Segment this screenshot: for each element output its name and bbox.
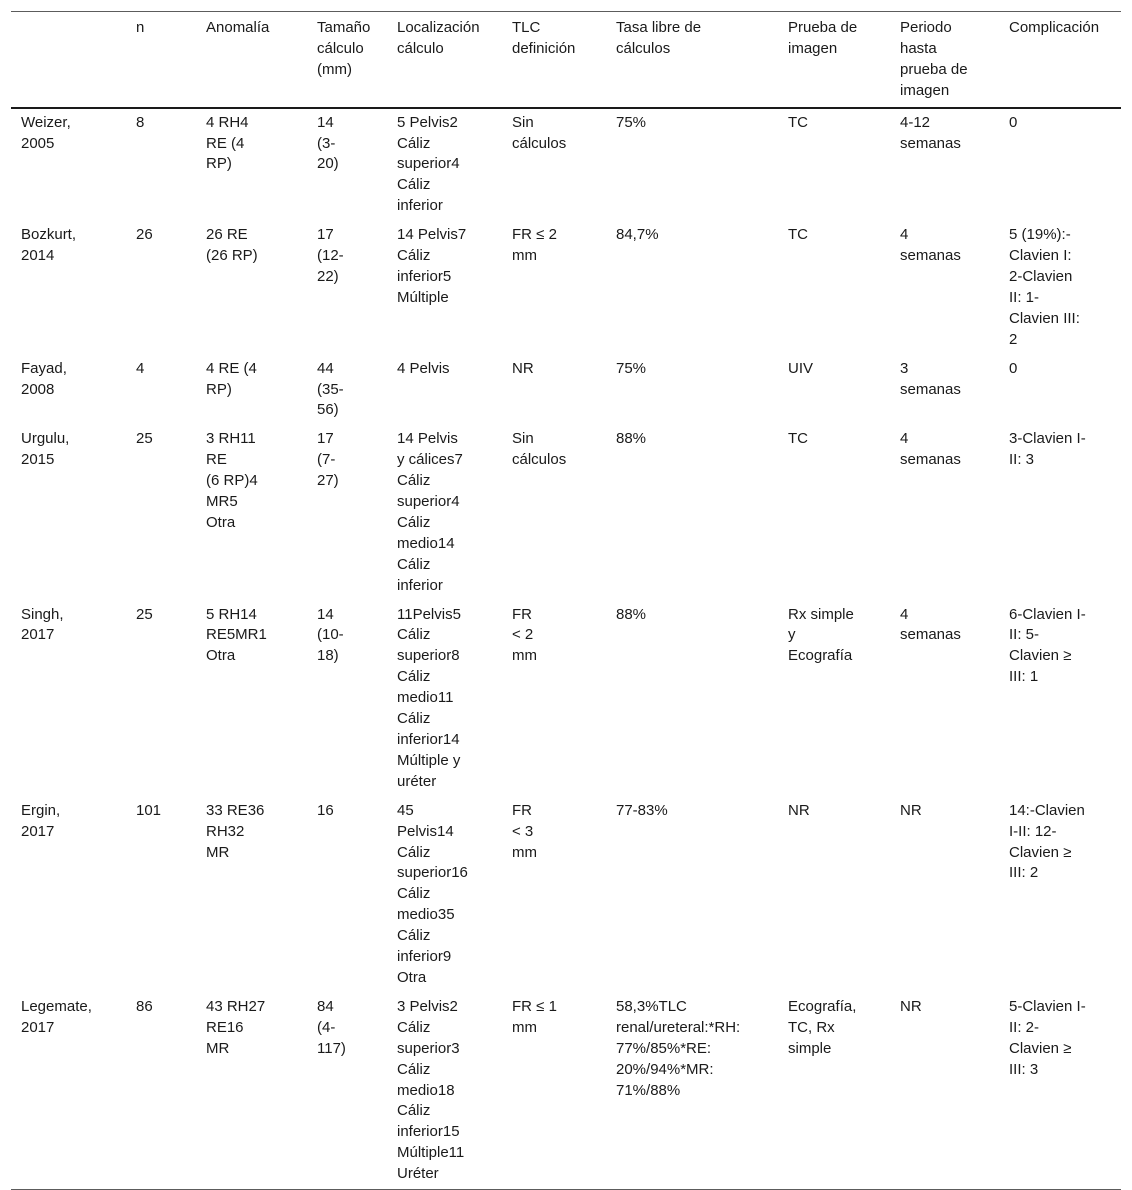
cell-tamano: 44 (35- 56): [317, 359, 344, 419]
cell-localizacion: 45 Pelvis14 Cáliz superior16 Cáliz medio35 Cáliz inferior9 Otra: [397, 801, 468, 986]
cell-study: Urgulu, 2015: [21, 430, 70, 469]
cell-prueba-imagen: Rx simple y Ecografía: [788, 605, 854, 665]
cell-tamano: 16: [317, 801, 334, 819]
cell-prueba-imagen: TC: [788, 430, 808, 448]
cell-study: Ergin, 2017: [21, 801, 61, 840]
table-row: [11, 425, 1121, 600]
cell-periodo: 4 semanas: [900, 226, 961, 265]
cell-tasa-libre: 84,7%: [616, 226, 659, 244]
table-row: [11, 993, 1121, 1190]
cell-tasa-libre: 75%: [616, 359, 647, 377]
cell-anomalia: 4 RE (4 RP): [206, 359, 257, 398]
cell-n: 4: [136, 359, 145, 377]
cell-tasa-libre: 88%: [616, 430, 647, 448]
cell-prueba-imagen: TC: [788, 113, 808, 131]
cell-prueba-imagen: TC: [788, 226, 808, 244]
cell-study: Legemate, 2017: [21, 997, 92, 1036]
cell-study: Singh, 2017: [21, 605, 64, 644]
cell-complicacion: 3-Clavien I- II: 3: [1009, 430, 1086, 469]
header-tamano-calculo: Tamaño cálculo (mm): [317, 19, 371, 78]
cell-n: 8: [136, 113, 145, 131]
cell-periodo: 3 semanas: [900, 359, 961, 398]
cell-periodo: 4-12 semanas: [900, 113, 961, 152]
cell-prueba-imagen: Ecografía, TC, Rx simple: [788, 997, 857, 1057]
table-row: [11, 108, 1121, 222]
header-localizacion-calculo: Localización cálculo: [397, 19, 480, 57]
table-row: [11, 797, 1121, 993]
cell-n: 86: [136, 997, 153, 1015]
cell-complicacion: 0: [1009, 359, 1018, 377]
cell-periodo: 4 semanas: [900, 430, 961, 469]
cell-tlc-definicion: FR < 2 mm: [512, 605, 537, 665]
cell-complicacion: 0: [1009, 113, 1018, 131]
header-row: [11, 12, 1121, 108]
cell-tlc-definicion: Sin cálculos: [512, 430, 567, 469]
cell-tamano: 14 (10- 18): [317, 605, 344, 665]
cell-localizacion: 14 Pelvis y cálices7 Cáliz superior4 Cáliz medio14 Cáliz inferior: [397, 430, 463, 594]
cell-tasa-libre: 58,3%TLC renal/ureteral:*RH: 77%/85%*RE: 20%/94%*MR: 71%/88%: [616, 997, 741, 1099]
cell-periodo: NR: [900, 801, 922, 819]
cell-complicacion: 6-Clavien I- II: 5- Clavien ≥ III: 1: [1009, 605, 1086, 686]
table-row: [11, 355, 1121, 426]
cell-tasa-libre: 77-83%: [616, 801, 668, 819]
header-anomalia: Anomalía: [206, 19, 270, 36]
cell-localizacion: 5 Pelvis2 Cáliz superior4 Cáliz inferior: [397, 113, 460, 215]
cell-periodo: NR: [900, 997, 922, 1015]
cell-n: 101: [136, 801, 162, 819]
cell-localizacion: 14 Pelvis7 Cáliz inferior5 Múltiple: [397, 226, 467, 306]
cell-tasa-libre: 75%: [616, 113, 647, 131]
header-study: [11, 12, 126, 108]
header-periodo: Periodo hasta prueba de imagen: [900, 19, 968, 99]
header-tlc-definicion: TLC definición: [512, 19, 576, 57]
cell-tamano: 84 (4- 117): [317, 997, 346, 1057]
cell-tlc-definicion: FR ≤ 2 mm: [512, 226, 557, 265]
cell-localizacion: 4 Pelvis: [397, 359, 450, 377]
header-prueba-imagen: Prueba de imagen: [788, 19, 858, 57]
cell-anomalia: 33 RE36 RH32 MR: [206, 801, 265, 861]
cell-tlc-definicion: Sin cálculos: [512, 113, 567, 152]
cell-study: Bozkurt, 2014: [21, 226, 77, 265]
cell-study: Fayad, 2008: [21, 359, 67, 398]
cell-tamano: 17 (12- 22): [317, 226, 344, 285]
cell-n: 25: [136, 605, 153, 623]
cell-periodo: 4 semanas: [900, 605, 961, 644]
cell-study: Weizer, 2005: [21, 113, 71, 152]
results-table: [11, 11, 1121, 1190]
cell-prueba-imagen: UIV: [788, 359, 814, 377]
cell-anomalia: 4 RH4 RE (4 RP): [206, 113, 249, 173]
cell-complicacion: 5 (19%):- Clavien I: 2-Clavien II: 1- Clavien III: 2: [1009, 226, 1080, 348]
cell-tamano: 17 (7- 27): [317, 430, 339, 490]
cell-n: 25: [136, 430, 153, 448]
header-complicacion: Complicación: [1009, 19, 1100, 36]
cell-tasa-libre: 88%: [616, 605, 647, 623]
cell-prueba-imagen: NR: [788, 801, 810, 819]
cell-anomalia: 26 RE (26 RP): [206, 226, 258, 265]
cell-tlc-definicion: FR < 3 mm: [512, 801, 537, 861]
cell-tlc-definicion: NR: [512, 359, 534, 377]
cell-complicacion: 5-Clavien I- II: 2- Clavien ≥ III: 3: [1009, 997, 1086, 1078]
cell-complicacion: 14:-Clavien I-II: 12- Clavien ≥ III: 2: [1009, 801, 1085, 882]
header-n: n: [136, 19, 145, 36]
table-row: [11, 221, 1121, 354]
cell-tlc-definicion: FR ≤ 1 mm: [512, 997, 557, 1036]
cell-localizacion: 11Pelvis5 Cáliz superior8 Cáliz medio11 Cáliz inferior14 Múltiple y uréter: [397, 605, 461, 790]
header-tasa-libre: Tasa libre de cálculos: [616, 19, 702, 57]
table-row: [11, 601, 1121, 797]
cell-tamano: 14 (3- 20): [317, 113, 339, 173]
cell-n: 26: [136, 226, 153, 244]
cell-anomalia: 5 RH14 RE5MR1 Otra: [206, 605, 267, 665]
cell-anomalia: 43 RH27 RE16 MR: [206, 997, 266, 1057]
cell-localizacion: 3 Pelvis2 Cáliz superior3 Cáliz medio18 Cáliz inferior15 Múltiple11 Uréter: [397, 997, 465, 1183]
cell-anomalia: 3 RH11 RE (6 RP)4 MR5 Otra: [206, 430, 258, 531]
